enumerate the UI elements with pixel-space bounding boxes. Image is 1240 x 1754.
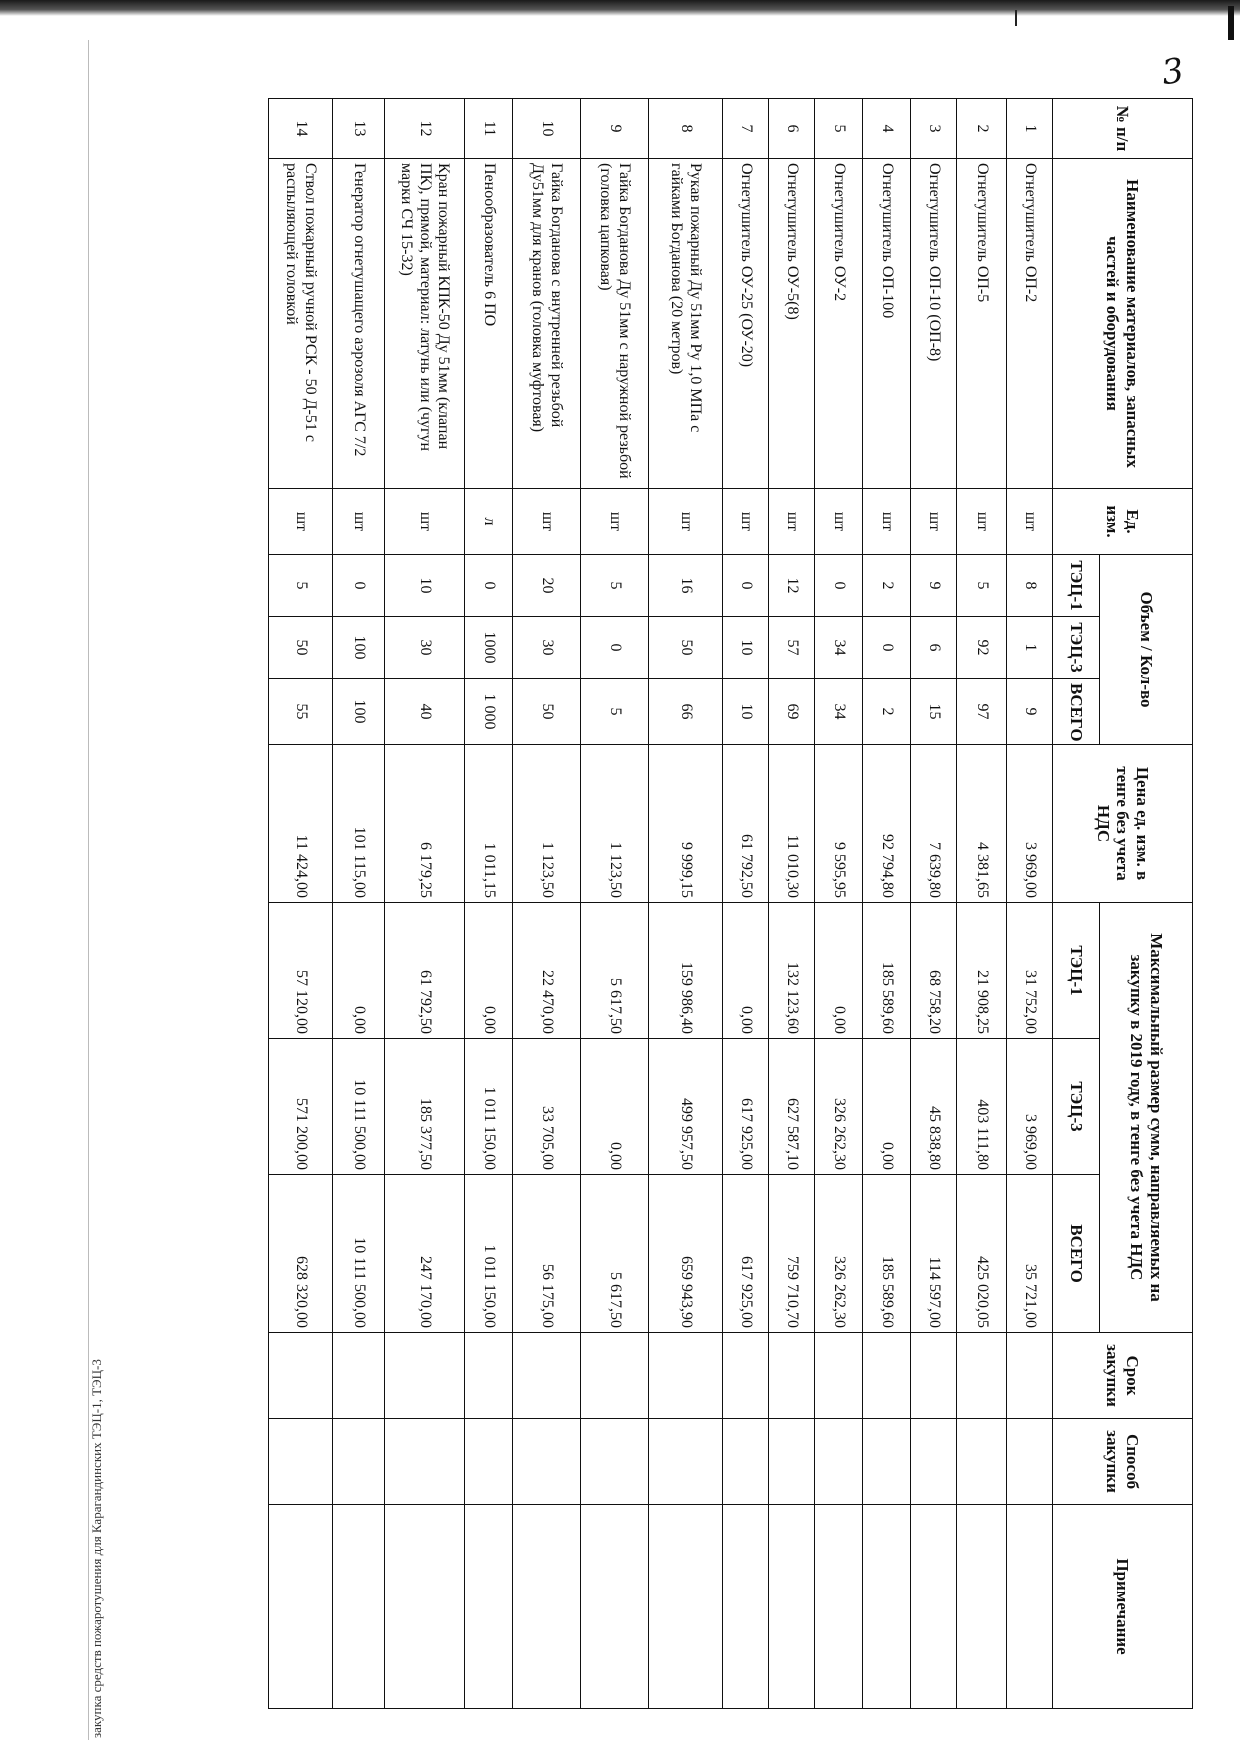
scan-tick-mark (1015, 10, 1017, 26)
row-number: 12 (385, 99, 465, 159)
row-sum-total: 617 925,00 (723, 1175, 769, 1333)
row-sum-total: 628 320,00 (269, 1175, 333, 1333)
table-row (957, 99, 1007, 1709)
row-unit: шт (581, 489, 649, 555)
row-note (769, 1505, 815, 1709)
row-method (911, 1419, 957, 1505)
row-sum-tec3: 1 011 150,00 (465, 1039, 513, 1175)
row-term (1007, 1333, 1053, 1419)
row-unit: шт (723, 489, 769, 555)
row-sum-total: 114 597,00 (911, 1175, 957, 1333)
row-name: Огнетушитель ОП-100 (863, 159, 911, 489)
row-price: 1 123,50 (581, 745, 649, 903)
table-row (723, 99, 769, 1709)
row-number: 6 (769, 99, 815, 159)
row-term (385, 1333, 465, 1419)
row-price: 1 123,50 (513, 745, 581, 903)
row-qty-tec3: 50 (649, 617, 723, 679)
row-qty-total: 10 (723, 679, 769, 745)
row-method (465, 1419, 513, 1505)
row-unit: шт (815, 489, 863, 555)
row-number: 14 (269, 99, 333, 159)
row-qty-total: 69 (769, 679, 815, 745)
row-method (385, 1419, 465, 1505)
row-price: 101 115,00 (333, 745, 385, 903)
procurement-table (268, 98, 1193, 1709)
row-price: 61 792,50 (723, 745, 769, 903)
row-qty-tec3: 10 (723, 617, 769, 679)
row-note (513, 1505, 581, 1709)
row-name: Огнетушитель ОП-5 (957, 159, 1007, 489)
row-sum-total: 247 170,00 (385, 1175, 465, 1333)
row-qty-tec1: 8 (1007, 555, 1053, 617)
row-unit: шт (911, 489, 957, 555)
row-qty-total: 5 (581, 679, 649, 745)
header-sum-tec3: ТЭЦ-3 (1053, 1039, 1100, 1175)
header-note: Примечание (1053, 1505, 1193, 1709)
row-number: 4 (863, 99, 911, 159)
row-sum-tec3: 33 705,00 (513, 1039, 581, 1175)
margin-heading: закупка средств пожаротушения для Карагандинских ТЭЦ-1, ТЭЦ-3 (89, 1359, 104, 1738)
row-term (513, 1333, 581, 1419)
header-method: Способ закупки (1053, 1419, 1193, 1505)
row-qty-tec3: 0 (863, 617, 911, 679)
row-number: 8 (649, 99, 723, 159)
row-number: 3 (911, 99, 957, 159)
row-sum-total: 425 020,05 (957, 1175, 1007, 1333)
row-qty-total: 66 (649, 679, 723, 745)
row-term (863, 1333, 911, 1419)
row-method (769, 1419, 815, 1505)
header-term: Срок закупки (1053, 1333, 1193, 1419)
row-qty-total: 15 (911, 679, 957, 745)
header-name: Наименование материалов, запасных частей и оборудования (1053, 159, 1193, 489)
row-name: Гайка Богданова с внутренней резьбой Ду51мм для кранов (головка муфтовая) (513, 159, 581, 489)
table-row (815, 99, 863, 1709)
row-note (911, 1505, 957, 1709)
row-method (269, 1419, 333, 1505)
header-volume-total: ВСЕГО (1053, 679, 1100, 745)
header-sum-total: ВСЕГО (1053, 1175, 1100, 1333)
page-number: 3 (1159, 50, 1187, 94)
row-qty-tec1: 5 (957, 555, 1007, 617)
row-sum-tec1: 57 120,00 (269, 903, 333, 1039)
row-sum-tec3: 571 200,00 (269, 1039, 333, 1175)
row-method (581, 1419, 649, 1505)
row-term (581, 1333, 649, 1419)
row-qty-tec1: 5 (581, 555, 649, 617)
row-price: 6 179,25 (385, 745, 465, 903)
row-term (465, 1333, 513, 1419)
table-row (863, 99, 911, 1709)
row-qty-total: 97 (957, 679, 1007, 745)
row-sum-total: 326 262,30 (815, 1175, 863, 1333)
row-method (649, 1419, 723, 1505)
row-sum-tec3: 403 111,80 (957, 1039, 1007, 1175)
header-volume-tec3: ТЭЦ-3 (1053, 617, 1100, 679)
row-method (723, 1419, 769, 1505)
row-qty-total: 2 (863, 679, 911, 745)
rotated-table-container (107, 98, 1193, 1708)
header-num: № п/п (1053, 99, 1193, 159)
header-volume: Объем / Кол-во (1100, 555, 1193, 745)
table-row (649, 99, 723, 1709)
table-row (911, 99, 957, 1709)
row-unit: шт (333, 489, 385, 555)
table-row (333, 99, 385, 1709)
row-qty-tec1: 0 (333, 555, 385, 617)
row-sum-tec3: 45 838,80 (911, 1039, 957, 1175)
row-name: Гайка Богданова Ду 51мм с наружной резьбой (головка цапковая) (581, 159, 649, 489)
row-price: 92 794,80 (863, 745, 911, 903)
row-sum-tec1: 68 758,20 (911, 903, 957, 1039)
header-row-main (1100, 99, 1193, 1709)
row-sum-tec3: 499 957,50 (649, 1039, 723, 1175)
row-qty-tec1: 0 (815, 555, 863, 617)
row-name: Огнетушитель ОП-10 (ОП-8) (911, 159, 957, 489)
row-unit: шт (385, 489, 465, 555)
row-sum-tec3: 3 969,00 (1007, 1039, 1053, 1175)
row-note (863, 1505, 911, 1709)
row-name: Кран пожарный КПК-50 Ду 51мм (клапан ПК), прямой, материал: латунь или (чугун марки СЧ 15-32) (385, 159, 465, 489)
table-row (385, 99, 465, 1709)
row-qty-tec1: 16 (649, 555, 723, 617)
row-qty-tec1: 9 (911, 555, 957, 617)
row-qty-tec3: 1 (1007, 617, 1053, 679)
row-qty-tec3: 1000 (465, 617, 513, 679)
row-method (333, 1419, 385, 1505)
row-note (1007, 1505, 1053, 1709)
row-qty-tec3: 34 (815, 617, 863, 679)
row-qty-tec3: 92 (957, 617, 1007, 679)
row-qty-tec3: 30 (385, 617, 465, 679)
row-sum-tec1: 132 123,60 (769, 903, 815, 1039)
table-row (513, 99, 581, 1709)
row-sum-total: 35 721,00 (1007, 1175, 1053, 1333)
row-sum-total: 1 011 150,00 (465, 1175, 513, 1333)
row-note (333, 1505, 385, 1709)
row-sum-tec1: 0,00 (815, 903, 863, 1039)
row-qty-tec3: 57 (769, 617, 815, 679)
row-price: 9 595,95 (815, 745, 863, 903)
row-unit: шт (957, 489, 1007, 555)
header-unit: Ед. изм. (1053, 489, 1193, 555)
row-sum-tec3: 0,00 (581, 1039, 649, 1175)
row-term (957, 1333, 1007, 1419)
row-term (649, 1333, 723, 1419)
row-name: Огнетушитель ОУ-5(8) (769, 159, 815, 489)
scan-top-band (0, 0, 1240, 16)
row-price: 1 011,15 (465, 745, 513, 903)
row-number: 2 (957, 99, 1007, 159)
row-qty-total: 100 (333, 679, 385, 745)
row-sum-tec3: 627 587,10 (769, 1039, 815, 1175)
row-sum-tec3: 326 262,30 (815, 1039, 863, 1175)
row-qty-tec1: 12 (769, 555, 815, 617)
row-method (863, 1419, 911, 1505)
row-sum-tec1: 0,00 (465, 903, 513, 1039)
row-sum-tec1: 22 470,00 (513, 903, 581, 1039)
row-name: Пенообразователь 6 ПО (465, 159, 513, 489)
row-qty-tec3: 30 (513, 617, 581, 679)
row-note (581, 1505, 649, 1709)
row-method (513, 1419, 581, 1505)
table-row (269, 99, 333, 1709)
table-row (769, 99, 815, 1709)
row-sum-tec3: 0,00 (863, 1039, 911, 1175)
row-qty-total: 34 (815, 679, 863, 745)
row-qty-total: 9 (1007, 679, 1053, 745)
row-price: 9 999,15 (649, 745, 723, 903)
row-name: Ствол пожарный ручной РСК - 50 Д-51 с распыляющей головкой (269, 159, 333, 489)
row-note (269, 1505, 333, 1709)
row-term (769, 1333, 815, 1419)
row-qty-tec1: 2 (863, 555, 911, 617)
row-sum-tec3: 617 925,00 (723, 1039, 769, 1175)
row-unit: шт (649, 489, 723, 555)
row-unit: шт (863, 489, 911, 555)
header-max-sum: Максимальный размер сумм, направляемых на закупку в 2019 году, в тенге без учета НДС (1100, 903, 1193, 1333)
row-sum-total: 759 710,70 (769, 1175, 815, 1333)
row-note (649, 1505, 723, 1709)
table-row (581, 99, 649, 1709)
scan-corner-mark (1228, 6, 1234, 40)
row-sum-tec1: 31 752,00 (1007, 903, 1053, 1039)
row-method (1007, 1419, 1053, 1505)
row-qty-tec1: 0 (723, 555, 769, 617)
row-price: 7 639,80 (911, 745, 957, 903)
row-term (911, 1333, 957, 1419)
row-sum-total: 56 175,00 (513, 1175, 581, 1333)
row-price: 3 969,00 (1007, 745, 1053, 903)
row-note (815, 1505, 863, 1709)
row-sum-tec1: 5 617,50 (581, 903, 649, 1039)
row-name: Огнетушитель ОУ-25 (ОУ-20) (723, 159, 769, 489)
row-unit: шт (269, 489, 333, 555)
row-qty-tec1: 20 (513, 555, 581, 617)
row-note (385, 1505, 465, 1709)
row-number: 10 (513, 99, 581, 159)
row-name: Генератор огнетушащего аэрозоля АГС 7/2 (333, 159, 385, 489)
row-qty-total: 1 000 (465, 679, 513, 745)
row-note (723, 1505, 769, 1709)
row-note (957, 1505, 1007, 1709)
row-name: Огнетушитель ОП-2 (1007, 159, 1053, 489)
row-sum-tec1: 61 792,50 (385, 903, 465, 1039)
row-sum-tec1: 21 908,25 (957, 903, 1007, 1039)
table-row (1007, 99, 1053, 1709)
row-sum-total: 10 111 500,00 (333, 1175, 385, 1333)
row-number: 1 (1007, 99, 1053, 159)
row-unit: шт (769, 489, 815, 555)
row-qty-tec1: 10 (385, 555, 465, 617)
row-name: Рукав пожарный Ду 51мм Ру 1,0 МПа с гайками Богданова (20 метров) (649, 159, 723, 489)
row-term (815, 1333, 863, 1419)
header-sum-tec1: ТЭЦ-1 (1053, 903, 1100, 1039)
row-qty-total: 40 (385, 679, 465, 745)
row-name: Огнетушитель ОУ-2 (815, 159, 863, 489)
row-qty-tec1: 5 (269, 555, 333, 617)
row-sum-tec1: 185 589,60 (863, 903, 911, 1039)
row-number: 5 (815, 99, 863, 159)
row-term (269, 1333, 333, 1419)
row-term (333, 1333, 385, 1419)
row-sum-total: 185 589,60 (863, 1175, 911, 1333)
row-unit: л (465, 489, 513, 555)
row-sum-tec1: 0,00 (723, 903, 769, 1039)
header-price: Цена ед. изм. в тенге без учета НДС (1053, 745, 1193, 903)
row-qty-total: 55 (269, 679, 333, 745)
row-qty-tec3: 6 (911, 617, 957, 679)
row-method (957, 1419, 1007, 1505)
row-qty-tec1: 0 (465, 555, 513, 617)
row-sum-total: 5 617,50 (581, 1175, 649, 1333)
row-number: 11 (465, 99, 513, 159)
table-row (465, 99, 513, 1709)
row-qty-total: 50 (513, 679, 581, 745)
row-sum-tec3: 185 377,50 (385, 1039, 465, 1175)
row-sum-tec1: 0,00 (333, 903, 385, 1039)
row-number: 13 (333, 99, 385, 159)
row-unit: шт (513, 489, 581, 555)
row-price: 11 424,00 (269, 745, 333, 903)
row-price: 4 381,65 (957, 745, 1007, 903)
row-method (815, 1419, 863, 1505)
row-number: 7 (723, 99, 769, 159)
row-sum-total: 659 943,90 (649, 1175, 723, 1333)
row-sum-tec1: 159 986,40 (649, 903, 723, 1039)
row-qty-tec3: 50 (269, 617, 333, 679)
row-term (723, 1333, 769, 1419)
row-note (465, 1505, 513, 1709)
row-qty-tec3: 100 (333, 617, 385, 679)
row-qty-tec3: 0 (581, 617, 649, 679)
row-unit: шт (1007, 489, 1053, 555)
row-sum-tec3: 10 111 500,00 (333, 1039, 385, 1175)
header-volume-tec1: ТЭЦ-1 (1053, 555, 1100, 617)
table-body (269, 99, 1053, 1709)
row-price: 11 010,30 (769, 745, 815, 903)
row-number: 9 (581, 99, 649, 159)
